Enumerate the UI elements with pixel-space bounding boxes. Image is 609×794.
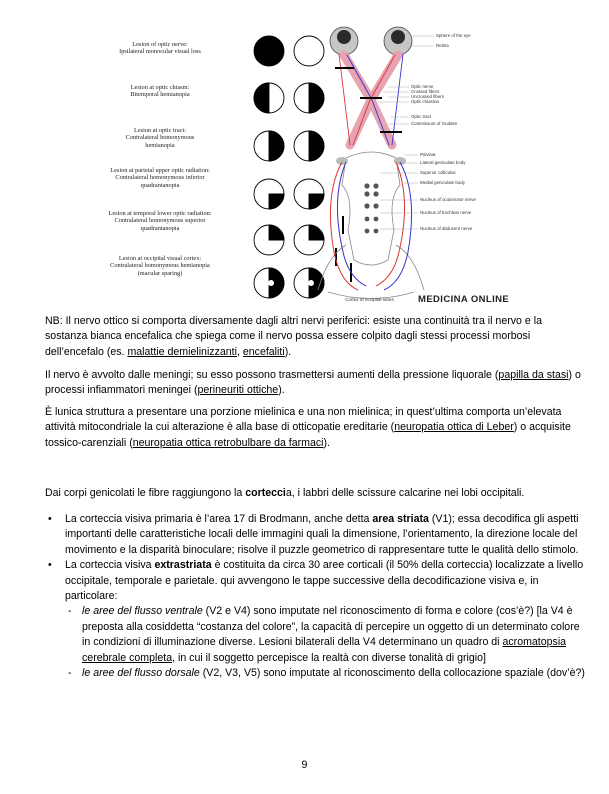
- link-encefaliti[interactable]: encefaliti: [242, 345, 285, 358]
- link-neuropatia-leber[interactable]: neuropatia ottica di Leber: [394, 421, 514, 434]
- bullet-list: [45, 512, 590, 681]
- label-uncrossed-fibers: Uncrossed fibers: [411, 94, 444, 99]
- paragraph-corteccia: Dai corpi genicolati le fibre raggiungono la corteccia, i labbri delle scissure calcarine nei lobi occipitali.: [45, 487, 525, 499]
- link-malattie-demielinizzanti[interactable]: malattie demielinizzanti: [127, 345, 237, 358]
- brand-logo: MEDICINA ONLINE: [418, 294, 510, 305]
- label-lateral-geniculate: Lateral geniculate body: [420, 160, 466, 165]
- paragraph-meningi: Il nervo è avvolto dalle meningi; su esso possono trasmettersi aumenti della pressione liquorale (papilla da stasi) o processi infiammatori meningei (perineuriti ottiche).: [45, 369, 581, 397]
- lesion-label-temporal: Lesion at temporal lower optic radiation: Contralateral homonymous superior quadrantanopia: [108, 210, 212, 232]
- label-cortex: Cortex of occipital lobes: [345, 297, 394, 302]
- link-papilla-da-stasi[interactable]: papilla da stasi: [498, 369, 569, 381]
- label-crossed-fibers: Crossed fibers: [411, 89, 440, 94]
- list-item: • La corteccia visiva extrastriata è costituita da circa 30 aree corticali (il 50% della corteccia) localizzate a livello occipitale, temporale e parietale. qui avvengono le tappe successive della decodificazione visiva e, in particolare:: [48, 559, 584, 603]
- label-retina: Retina: [436, 43, 449, 48]
- label-optic-nerve: Optic nerve: [411, 84, 434, 89]
- field-left-optic-nerve: [254, 36, 284, 66]
- bullet-icon: •: [48, 513, 52, 525]
- visual-pathway-figure: [88, 20, 518, 310]
- lesion-label-optic-chiasm: Lesion at optic chiasm: Bitemporal hemianopia: [130, 84, 190, 99]
- dash-icon: -: [68, 667, 72, 680]
- field-right-optic-nerve: [294, 36, 324, 66]
- label-optic-tract: Optic tract: [411, 114, 432, 119]
- list-item: • La corteccia visiva primaria è l’area 17 di Brodmann, anche detta area striata (V1); essa decodifica gli aspetti importanti delle caratteristiche locali delle immagini quali la dimensione, l’orientamento, la direzione locale del movimento e la disparità binoculare; risolve il puzzle geometrico di rappresentare tutte le qualità dello stimolo.: [48, 513, 579, 556]
- link-perineuriti-ottiche[interactable]: perineuriti ottiche: [197, 384, 279, 397]
- lesion-label-occipital: Lesion at occipital visual cortex: Contralateral homonymous hemianopia (macular sparing): [110, 255, 210, 277]
- eyes: [330, 27, 412, 55]
- paragraph-nb: NB: Il nervo ottico si comporta diversamente dagli altri nervi periferici: esiste una continuità tra il nervo e la sostanza bianca encefalica che spiega come il nervo possa essere colpito dagli stessi processi morbosi dell’encefalo (es. malattie demielinizzanti, encefaliti).: [45, 315, 542, 358]
- label-optic-chiasma: Optic chiasma: [411, 99, 439, 104]
- link-acromatopsia[interactable]: acromatopsia cerebrale completa: [82, 636, 567, 664]
- link-neuropatia-retrobulbare[interactable]: neuropatia ottica retrobulbare da farmaci: [132, 436, 324, 449]
- field-right-chiasm: [309, 83, 324, 113]
- lesion-label-optic-tract: Lesion at optic tract: Contralateral homonymous hemianopia: [125, 127, 195, 149]
- label-medial-geniculate: Medial geniculate body: [420, 180, 465, 185]
- label-trochlear: Nucleus of trochlear nerve: [420, 210, 472, 215]
- dash-icon: -: [68, 605, 72, 618]
- label-pulvinar: Pulvinar: [420, 152, 436, 157]
- bullet-icon: •: [48, 559, 52, 572]
- paragraph-mielinica: È lunica struttura a presentare una porzione mielinica e una non mielinica; in quest’ultima comporta un’elevata attività mitocondriale la cui alterazione è alla base di otticopatie ereditarie (neuropatia ottica di Leber) o acquisite tossico-carenziali (neuropatia ottica retrobulbare da farmaci).: [45, 406, 571, 449]
- field-left-chiasm: [254, 83, 269, 113]
- label-superior-colliculus: Superior colliculus: [420, 170, 456, 175]
- label-sphere: Sphere of the eye: [436, 33, 471, 38]
- page-number: 9: [301, 759, 308, 771]
- label-commissure: Commissure of Gudden: [411, 121, 458, 126]
- sub-list-item: - le aree del flusso ventrale (V2 e V4) sono imputate nel riconoscimento di forma e colore (cos’è?) [la V4 è preposta alla cosiddetta “costanza del colore”, la capacità di percepire un oggetto di un determinato colore in condizioni di illuminazione diverse. Lesioni bilaterali della V4 determinano un quadro di acromatopsia cerebrale completa, in cui il soggetto percepisce la realtà con diverse tonalità di grigio]: [68, 605, 580, 664]
- label-oculomotor: Nucleus of oculomotor nerve: [420, 197, 476, 202]
- sub-list-item: - le aree del flusso dorsale (V2, V3, V5) sono imputate al riconoscimento della collocazione spaziale (dov’è?): [45, 666, 590, 681]
- lesion-label-optic-nerve: Lesion of optic nerve: Ipsilateral monocular visual loss: [119, 41, 201, 56]
- label-abducent: Nucleus of abducent nerve: [420, 226, 473, 231]
- lesion-label-parietal: Lesion at parietal upper optic radiation: Contralateral homonymous inferior quadrantanopia: [110, 167, 210, 189]
